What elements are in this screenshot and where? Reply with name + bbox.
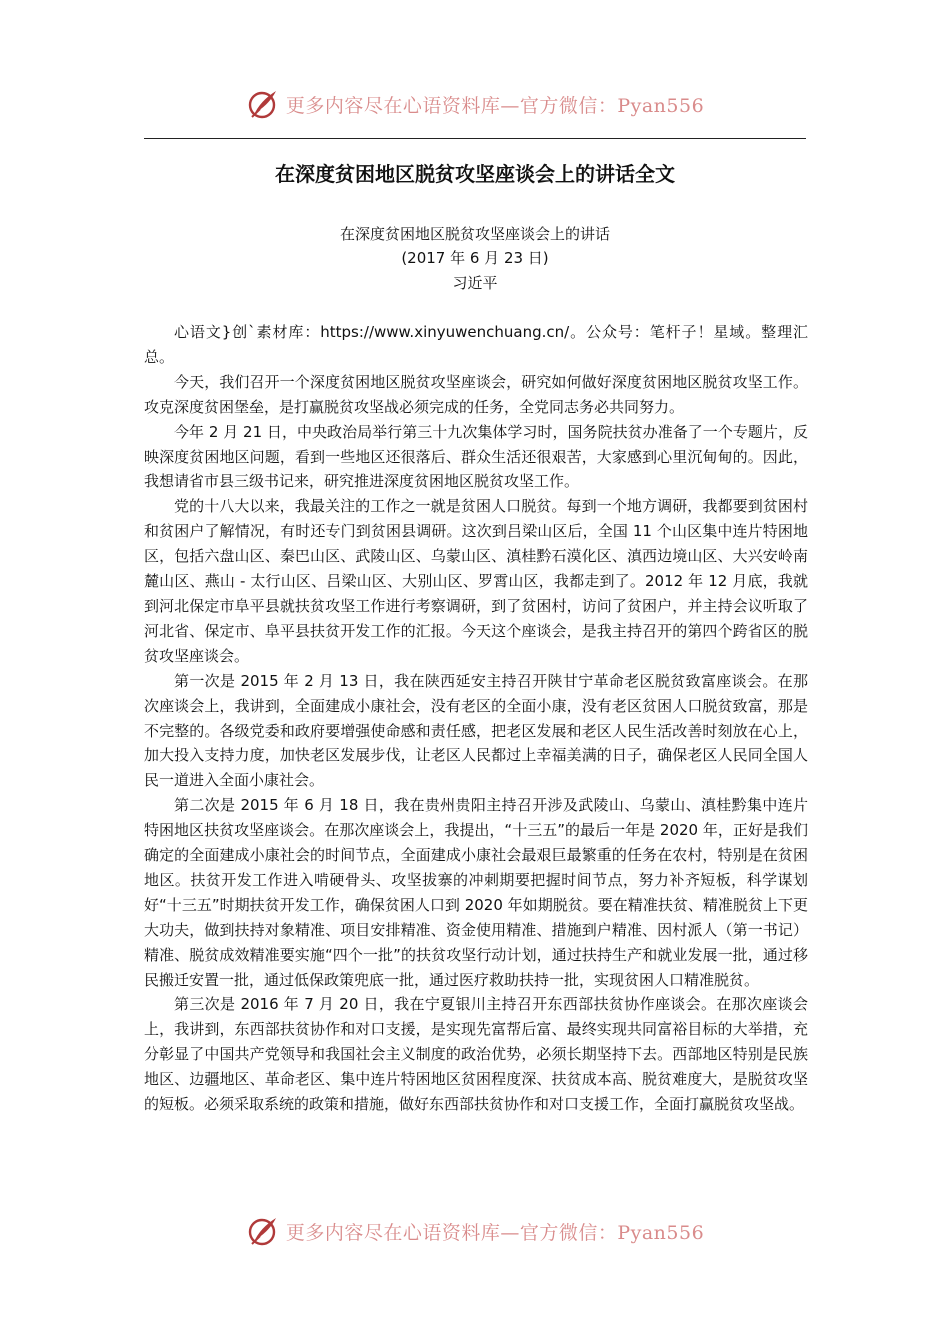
page-title: 在深度贫困地区脱贫攻坚座谈会上的讲话全文 [275,162,675,186]
feather-pen-logo-icon [246,1214,280,1248]
header-banner [0,84,950,124]
speech-author: 习近平 [452,274,498,292]
paragraph: 今年 2 月 21 日，中央政治局举行第三十九次集体学习时，国务院扶贫办准备了一个专题片，反映深度贫困地区问题，看到一些地区还很落后、群众生活还很艰苦，大家感到心里沉甸甸的。因此，我想请省市县三级书记来，研究推进深度贫困地区脱贫攻坚工作。 [144,422,808,491]
paragraph: 第三次是 2016 年 7 月 20 日，我在宁夏银川主持召开东西部扶贫协作座谈会。在那次座谈会上，我讲到，东西部扶贫协作和对口支援，是实现先富帮后富、最终实现共同富裕目标的大举措，充分彰显了中国共产党领导和我国社会主义制度的政治优势，必须长期坚持下去。西部地区特别是民族地区、边疆地区、革命老区、集中连片特困地区贫困程度深、扶贫成本高、脱贫难度大，是脱贫攻坚的短板。必须采取系统的政策和措施，做好东西部扶贫协作和对口支援工作，全面打赢脱贫攻坚战。 [144,995,808,1114]
paragraph: 第二次是 2015 年 6 月 18 日，我在贵州贵阳主持召开涉及武陵山、乌蒙山、滇桂黔集中连片特困地区扶贫攻坚座谈会。在那次座谈会上，我提出，“十三五”的最后一年是 2020 年，正好是我们确定的全面建成小康社会的时间节点，全面建成小康社会最艰巨最繁重的任务在农村，特别是在贫困地区。扶贫开发工作进入啃硬骨头、攻坚拔寨的冲刺期要把握时间节点，努力补齐短板，科学谋划好“十三五”时期扶贫开发工作，确保贫困人口到 2020 年如期脱贫。要在精准扶贫、精准脱贫上下更大功夫，做到扶持对象精准、项目安排精准、资金使用精准、措施到户精准、因村派人（第一书记）精准、脱贫成效精准要实施“四个一批”的扶贫攻坚行动计划，通过扶持生产和就业发展一批，通过移民搬迁安置一批，通过低保政策兜底一批，通过医疗救助扶持一批，实现贫困人口精准脱贫。 [144,796,808,989]
feather-pen-logo-icon [246,87,280,121]
paragraph: 第一次是 2015 年 2 月 13 日，我在陕西延安主持召开陕甘宁革命老区脱贫致富座谈会。在那次座谈会上，我讲到，全面建成小康社会，没有老区的全面小康，没有老区贫困人口脱贫致富，那是不完整的。各级党委和政府要增强使命感和责任感，把老区发展和老区人民生活改善时刻放在心上，加大投入支持力度，加快老区发展步伐，让老区人民都过上幸福美满的日子，确保老区人民同全国人民一道进入全面小康社会。 [144,671,808,790]
speech-title: 在深度贫困地区脱贫攻坚座谈会上的讲话 [339,225,610,243]
header-banner-text: 更多内容尽在心语资料库—官方微信：Pyan556 [285,94,705,117]
header-divider [144,138,806,139]
paragraph: 心语文}创`素材库：https://www.xinyuwenchuang.cn/。公众号：笔杆子！星域。整理汇总。 [144,323,808,366]
footer-banner [0,1211,950,1251]
paragraph: 今天，我们召开一个深度贫困地区脱贫攻坚座谈会，研究如何做好深度贫困地区脱贫攻坚工作。攻克深度贫困堡垒，是打赢脱贫攻坚战必须完成的任务，全党同志务必共同努力。 [144,372,808,416]
speech-date: (2017 年 6 月 23 日) [401,249,549,267]
document-body [144,320,808,1117]
paragraph: 党的十八大以来，我最关注的工作之一就是贫困人口脱贫。每到一个地方调研，我都要到贫困村和贫困户了解情况，有时还专门到贫困县调研。这次到吕梁山区后，全国 11 个山区集中连片特困地区，包括六盘山区、秦巴山区、武陵山区、乌蒙山区、滇桂黔石漠化区、滇西边境山区、大兴安岭南麓山区、燕山 - 太行山区、吕梁山区、大别山区、罗霄山区，我都走到了。2012 年 12 月底，我就到河北保定市阜平县就扶贫攻坚工作进行考察调研，到了贫困村，访问了贫困户，并主持会议听取了河北省、保定市、阜平县扶贫开发工作的汇报。今天这个座谈会，是我主持召开的第四个跨省区的脱贫攻坚座谈会。 [144,497,808,665]
footer-banner-text: 更多内容尽在心语资料库—官方微信：Pyan556 [285,1221,705,1244]
